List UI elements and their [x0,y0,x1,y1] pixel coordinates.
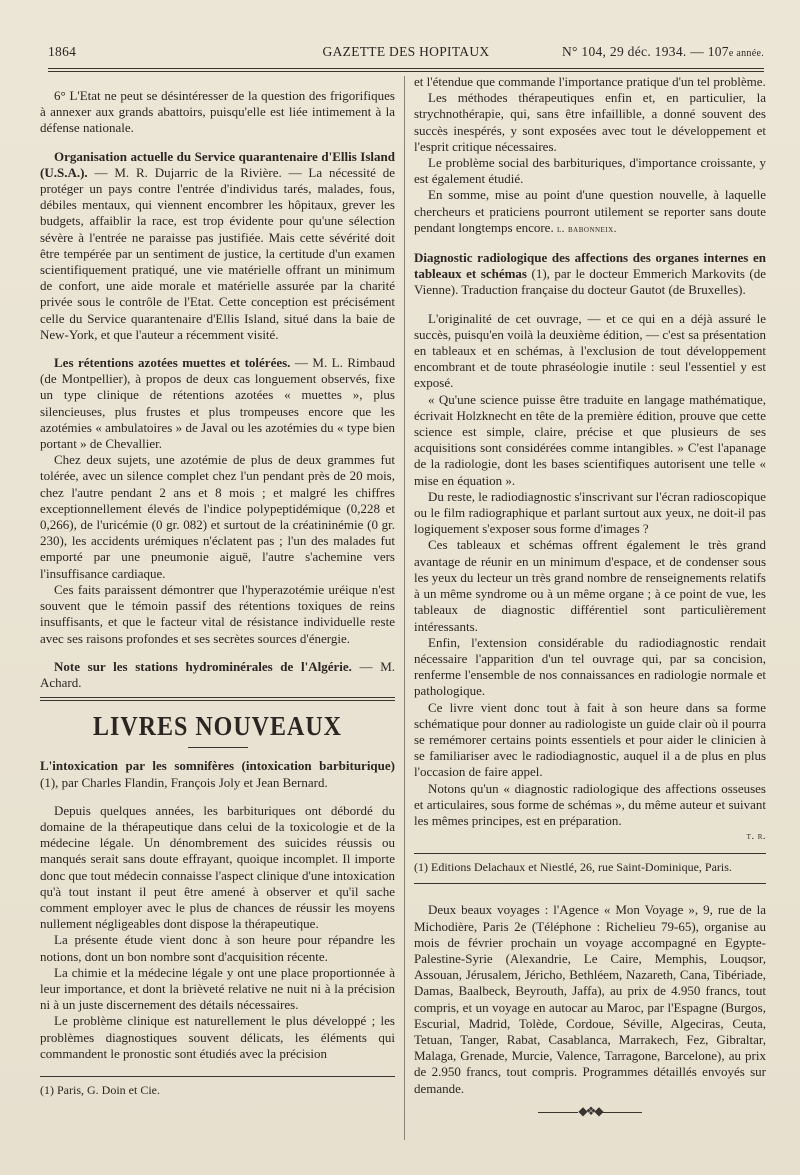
paragraph-text: En somme, mise au point d'une question nouvelle, à laquelle chercheurs et praticiens pourront utilement se reporter sans doute pendant longtemps encore. [414,187,766,235]
right-column [414,74,766,1119]
paragraph: Chez deux sujets, une azotémie de plus de deux grammes fut tolérée, avec un silence complet chez l'un pendant près de 20 mois, chez l'autre pendant 2 ans et 8 mois ; et malgré les chiffres exceptionnellement élevés de l'indice polypeptidémique (0,228 et 0,266), de l'uricémie (0 gr. 082) et surtout de la créatininémie (0 gr. 230), les accidents urémiques n'éclatent pas ; l'un des malades fut emporté par une pneumonie aiguë, l'autre s'achemine vers l'insuffisance cardiaque. [40,452,395,581]
announcement-voyages: Deux beaux voyages : l'Agence « Mon Voyage », 9, rue de la Michodière, Paris 2e (Téléphone : Richelieu 79-65), organise au mois de février prochain un voyage accompagné en Egypte-Palestine-Syrie (Alexandrie, Le Caire, Memphis, Louqsor, Assouan, Jérusalem, Jéricho, Bethléem, Nazareth, Cana, Tibériade, Damas, Baalbeck, Beyrouth, Jaffa), au prix de 4.950 francs, tout compris, et un voyage en autocar au Maroc, par l'Espagne (Burgos, Escurial, Madrid, Tolède, Cordoue, Séville, Algeciras, Ceuta, Tetuan, Tanger, Rabat, Casablanca, Marrakech, Fez, Gibraltar, Malaga, Grenade, Murcie, Valence, Tarragone, Barcelone), au prix de 2.950 francs, tout compris. Programmes détaillés envoyés sur demande. [414,902,766,1096]
book-title: Diagnostic radiologique des affections des organes internes en tableaux et schémas [414,250,766,282]
paragraph: Les méthodes thérapeutiques enfin et, en particulier, la strychnothérapie, qui, sans être infaillible, a donné souvent des succès inespérés, y sont exposées avec tout le développement et l'esprit critique nécessaires. [414,90,766,154]
left-column [40,88,395,1098]
page-number: 1864 [48,44,77,59]
paragraph: Notons qu'un « diagnostic radiologique des affections osseuses et articulaires, sous forme de schémas », du même auteur et suivant les mêmes principes, est en préparation. [414,780,766,828]
article-title: Note sur les stations hydrominérales de l'Algérie. [54,658,352,674]
paragraph: L'originalité de cet ouvrage, — et ce qui en a déjà assuré le succès, puisqu'en voilà la deuxième édition, — c'est sa présentation en tableaux et en schémas, à l'exclusion de tout développement encombrant et de toute phraséologie inutile : seul l'essentiel y est exposé. [414,310,766,391]
article-algerie [40,659,395,691]
book-review-heading [414,250,766,299]
paragraph: « Qu'une science puisse être traduite en langage mathématique, écrivait Holzknecht en tête de la première édition, prouve que cette science est simple, claire, précise et que plusieurs de ses acquisitions sont considérées comme intangibles. » C'est l'apanage de la radiologie, dont les bases scientifiques autorisent une telle « mise en équation ». [414,391,766,488]
paragraph: Enfin, l'extension considérable du radiodiagnostic rendait nécessaire l'apparition d'un tel ouvrage qui, par sa concision, renferme l'ensemble de nos connaissances en radiologie normale et pathologique. [414,634,766,699]
issue-suffix: e année. [728,48,764,59]
issue-date: N° 104, 29 déc. 1934. — 107 [561,44,729,59]
article-retentions [40,355,395,452]
header-rule-double [48,71,764,72]
paragraph: La présente étude vient donc à son heure pour répandre les notions, dont un bon nombre sont d'acquisition récente. [40,932,395,964]
journal-title: GAZETTE DES HOPITAUX [322,44,490,59]
paragraph: Ces faits paraissent démontrer que l'hyperazotémie uréique n'est souvent que le témoin passif des rétentions toxiques de reins insuffisants, et que le facteur vital de résistance individuelle reste avec ses raisons profondes et ses secrètes sources d'énergie. [40,581,395,646]
paragraph: Ces tableaux et schémas offrent également le très grand avantage de réunir en un minimum d'espace, et de condenser sous les yeux du lecteur un très grand nombre de renseignements relatifs à un même syndrome ou à un même organe ; à ce point de vue, les tableaux de diagnostic différentiel sont particulièrement intéressants. [414,537,766,634]
book-authors: (1), par Charles Flandin, François Joly et Jean Bernard. [40,774,328,790]
footnote: (1) Paris, G. Doin et Cie. [40,1082,160,1097]
paragraph: Le problème social des barbituriques, d'importance croissante, y est également étudié. [414,155,766,187]
article-author: — M. R. Dujarric de la Rivière. [94,164,282,180]
ornament-divider: ◆❖◆ [414,1103,766,1119]
article-ellis-island [40,149,395,343]
page-header [48,44,764,66]
signature: l. babonneix. [556,223,617,235]
paragraph: Depuis quelques années, les barbituriques ont débordé du domaine de la thérapeutique dans celui de la toxicologie et de la médecine légale. Un dénombrement des suicides réussis ou manqués serait sans doute effrayant, quoique incomplet. Il importe donc que tout médecin connaisse l'aspect clinique d'une intoxication qu'à tout instant il peut être amené à observer et qu'il sache comment employer avec le plus de chances de réussir les moyens nullement négligeables dont dispose la thérapeutique. [40,802,395,932]
book-details: (1), par le docteur Emmerich Markovits (de Vienne). Traduction française du docteur Gautot (de Bruxelles). [414,266,766,298]
column-divider [404,76,405,1140]
paragraph: 6° L'Etat ne peut se désintéresser de la question des frigorifiques à annexer aux grands abattoirs, puisqu'elle est liée intimement à la défense nationale. [40,88,395,136]
paragraph: La chimie et la médecine légale y ont une place proportionnée à leur importance, et dont la brièveté relative ne nuit ni à la précision ni à un juste discernement des détails nécessaires. [40,964,395,1013]
article-body: — La nécessité de protéger un pays contre l'entrée d'individus tarés, malades, fous, débiles mentaux, qui viennent encombrer les hôpitaux, grever les budgets, affaiblir la race, est trop évidente pour qu'une sélection sévère à l'entrée ne paraisse pas justifiée. Mais cette sévérité doit être tempérée par un sentiment de justice, la certitude d'un examen scientifiquement pratiqué, une vie matérielle offrant un minimum de confort, une aide morale et matérielle assurée par la charité privée sous le contrôle de l'Etat. Cette conception est précisément celle du Service quarantenaire d'Ellis Island, situé dans la baie de New-York, et que l'auteur a récemment visité. [40,164,396,342]
paragraph: Le problème clinique est naturellement le plus développé ; les problèmes diagnostiques souvent délicats, les éléments qui commandent le pronostic sont étudiés avec la précision [40,1013,395,1061]
header-rule [48,68,764,69]
section-title: LIVRES NOUVEAUX [92,712,343,743]
paragraph: Du reste, le radiodiagnostic s'inscrivant sur l'écran radioscopique ou le film radiographique et parlant surtout aux yeux, ne doit-il pas logiquement s'exposer sous forme d'images ? [414,488,766,537]
article-author: — M. L. Rimbaud [294,355,395,371]
article-body: (de Montpellier), à propos de deux cas longuement observés, fixe un type clinique de rétentions azotées « muettes », plus silencieuses, plus frustes et plus trompeuses encore que les azotémies « ambulatoires » de Javal ou les azotémies du « type bien portant » de Chevallier. [40,371,395,452]
article-title: Les rétentions azotées muettes et tolérées. [54,355,291,371]
article-title: Organisation actuelle du Service quarantenaire d'Ellis Island (U.S.A.). [40,148,395,180]
book-title: L'intoxication par les somnifères (intoxication barbiturique) [40,758,395,774]
footnote: (1) Editions Delachaux et Niestlé, 26, rue Saint-Dominique, Paris. [414,860,732,875]
paragraph: Ce livre vient donc tout à fait à son heure dans sa forme schématique pour donner au radiologiste un guide clair où il pourra se remémorer certains points essentiels et pour aider le clinicien à se familiariser avec le radiodiagnostic, auquel il a de plus en plus l'occasion de faire appel. [414,699,766,780]
paragraph: et l'étendue que commande l'importance pratique d'un tel problème. [414,74,766,89]
book-review-heading [40,758,395,790]
article-author: — M. Achard. [40,658,396,690]
paragraph [414,187,766,238]
signature: t. r. [746,831,766,843]
issue-info [562,44,764,60]
